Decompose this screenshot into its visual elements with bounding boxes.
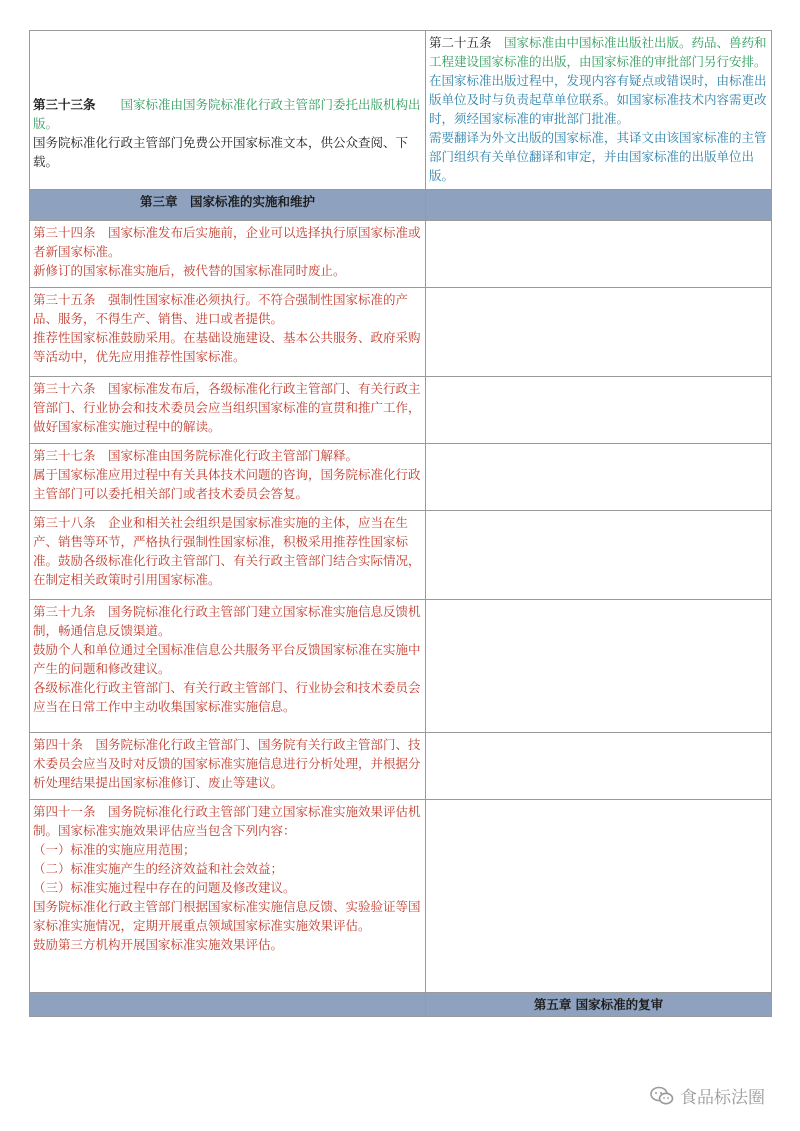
article-paragraph: 鼓励第三方机构开展国家标准实施效果评估。 (33, 937, 284, 952)
chapter-3-title: 第三章 国家标准的实施和维护 (30, 190, 426, 221)
chapter-5-title: 第五章 国家标准的复审 (426, 993, 772, 1017)
comparison-table (29, 30, 772, 1017)
watermark (650, 1083, 765, 1108)
article-paragraph: 属于国家标准应用过程中有关具体技术问题的咨询，国务院标准化行政主管部门可以委托相关部门或者技术委员会答复。 (33, 467, 421, 501)
article-paragraph: 推荐性国家标准鼓励采用。在基础设施建设、基本公共服务、政府采购等活动中，优先应用推荐性国家标准。 (33, 330, 421, 364)
article-paragraph: 第四十条 国务院标准化行政主管部门、国务院有关行政主管部门、技术委员会应当及时对反馈的国家标准实施信息进行分析处理，并根据分析处理结果提出国家标准修订、废止等建议。 (33, 737, 421, 790)
table-row-article-33 (30, 31, 772, 190)
article-25-number: 第二十五条 (429, 35, 492, 50)
table-row (30, 288, 772, 377)
article-paragraph: 新修订的国家标准实施后，被代替的国家标准同时废止。 (33, 263, 346, 278)
wechat-icon (650, 1086, 674, 1106)
article-paragraph: 各级标准化行政主管部门、有关行政主管部门、行业协会和技术委员会应当在日常工作中主动收集国家标准实施信息。 (33, 680, 421, 714)
empty-cell (426, 377, 772, 444)
article-25-text-3: 需要翻译为外文出版的国家标准，其译文由该国家标准的主管部门组织有关单位翻译和审定，并由国家标准的出版单位出版。 (429, 130, 767, 183)
table-row (30, 221, 772, 288)
empty-cell (426, 600, 772, 733)
article-cell (30, 377, 426, 444)
article-paragraph: （一）标准的实施应用范围； (33, 842, 196, 857)
empty-cell (426, 288, 772, 377)
article-25-text: 国家标准由中国标准出版社出版。药品、兽药和工程建设国家标准的出版，由国家标准的审批部门另行安排。 (429, 35, 767, 69)
article-cell (30, 511, 426, 600)
empty-cell (426, 511, 772, 600)
right-cell-25 (426, 31, 772, 190)
table-row (30, 444, 772, 511)
article-paragraph: （二）标准实施产生的经济效益和社会效益； (33, 861, 284, 876)
article-33-text: 国家标准由国务院标准化行政主管部门委托出版机构出版。 (33, 97, 421, 131)
article-paragraph: 第三十六条 国家标准发布后，各级标准化行政主管部门、有关行政主管部门、行业协会和技术委员会应当组织国家标准的宣贯和推广工作，做好国家标准实施过程中的解读。 (33, 381, 421, 434)
article-paragraph: 第三十九条 国务院标准化行政主管部门建立国家标准实施信息反馈机制，畅通信息反馈渠道。 (33, 604, 421, 638)
chapter-5-header-row (30, 993, 772, 1017)
article-cell (30, 288, 426, 377)
article-cell (30, 800, 426, 993)
article-paragraph: 第三十四条 国家标准发布后实施前，企业可以选择执行原国家标准或者新国家标准。 (33, 225, 421, 259)
empty-cell (426, 733, 772, 800)
left-cell-33 (30, 31, 426, 190)
table-row (30, 377, 772, 444)
article-33-text-2: 国务院标准化行政主管部门免费公开国家标准文本，供公众查阅、下载。 (33, 135, 409, 169)
article-paragraph: 国务院标准化行政主管部门根据国家标准实施信息反馈、实验验证等国家标准实施情况，定期开展重点领域国家标准实施效果评估。 (33, 899, 421, 933)
chapter-5-empty (30, 993, 426, 1017)
article-paragraph: 第三十五条 强制性国家标准必须执行。不符合强制性国家标准的产品、服务，不得生产、销售、进口或者提供。 (33, 292, 409, 326)
empty-cell (426, 221, 772, 288)
article-paragraph: 第三十七条 国家标准由国务院标准化行政主管部门解释。 (33, 448, 359, 463)
article-paragraph: （三）标准实施过程中存在的问题及修改建议。 (33, 880, 296, 895)
table-row (30, 511, 772, 600)
article-rows (30, 221, 772, 993)
table-row (30, 600, 772, 733)
article-cell (30, 600, 426, 733)
table-row (30, 733, 772, 800)
article-25-text-2: 在国家标准出版过程中，发现内容有疑点或错误时，由标准出版单位及时与负责起草单位联系。如国家标准技术内容需更改时，须经国家标准的审批部门批准。 (429, 73, 767, 126)
empty-cell (426, 444, 772, 511)
article-33-number: 第三十三条 (33, 97, 96, 112)
watermark-text: 食品标法圈 (680, 1088, 765, 1108)
article-cell (30, 444, 426, 511)
chapter-3-header-row (30, 190, 772, 221)
article-paragraph: 第三十八条 企业和相关社会组织是国家标准实施的主体，应当在生产、销售等环节，严格执行强制性国家标准，积极采用推荐性国家标准。鼓励各级标准化行政主管部门、有关行政主管部门结合实际情况，在制定相关政策时引用国家标准。 (33, 515, 421, 587)
article-paragraph: 第四十一条 国务院标准化行政主管部门建立国家标准实施效果评估机制。国家标准实施效果评估应当包含下列内容： (33, 804, 421, 838)
article-paragraph: 鼓励个人和单位通过全国标准信息公共服务平台反馈国家标准在实施中产生的问题和修改建议。 (33, 642, 421, 676)
table-row (30, 800, 772, 993)
article-cell (30, 221, 426, 288)
chapter-3-empty (426, 190, 772, 221)
article-cell (30, 733, 426, 800)
empty-cell (426, 800, 772, 993)
